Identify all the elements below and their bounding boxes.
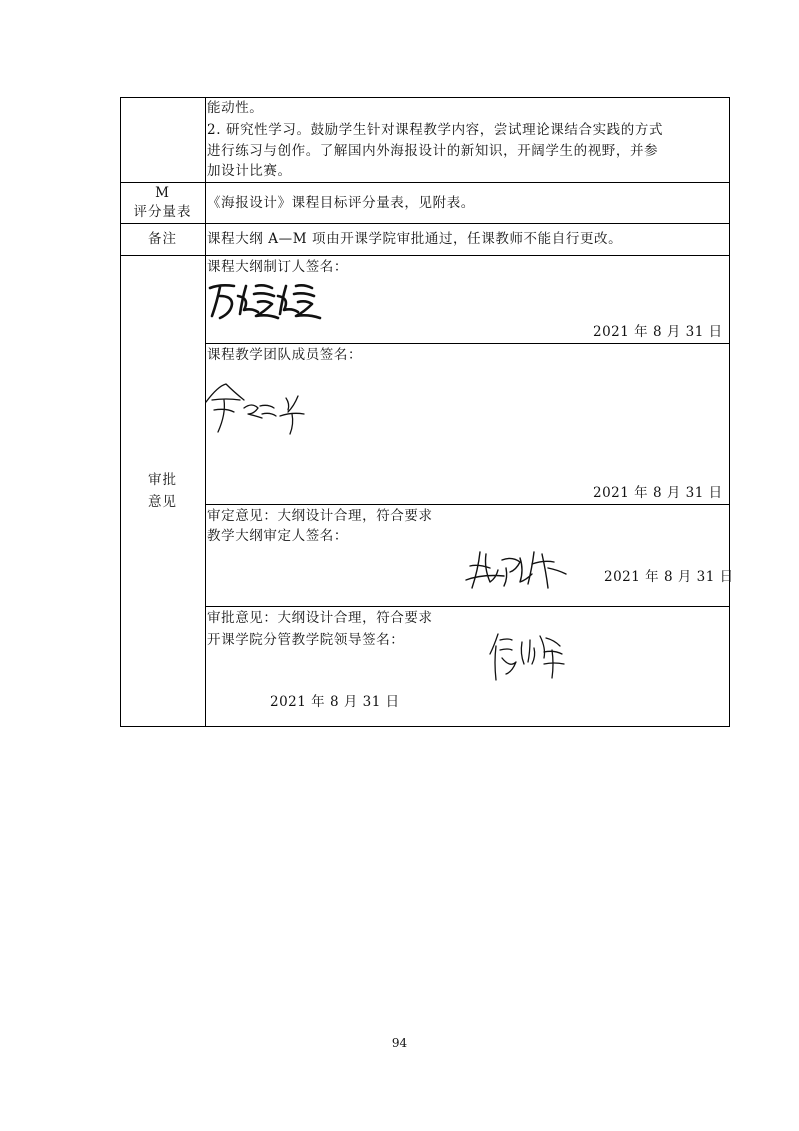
review-date: 2021 年 8 月 31 日 (604, 569, 734, 585)
team-date: 2021 年 8 月 31 日 (593, 485, 723, 501)
reviser-date: 2021 年 8 月 31 日 (593, 324, 723, 340)
method-line-3: 进行练习与创作。了解国内外海报设计的新知识，开阔学生的视野，并参 (207, 143, 659, 159)
scoring-label-code: M (155, 185, 170, 201)
method-line-4: 加设计比赛。 (207, 163, 292, 179)
method-line-1: 能动性。 (207, 100, 264, 116)
scoring-label: 评分量表 (133, 204, 192, 220)
college-date: 2021 年 8 月 31 日 (270, 694, 400, 710)
team-signature-title: 课程教学团队成员签名： (207, 347, 363, 363)
approval-label-2: 意见 (148, 494, 177, 510)
reviser-signature-title: 课程大纲制订人签名： (207, 259, 348, 275)
method-line-2: 2. 研究性学习。鼓励学生针对课程教学内容，尝试理论课结合实践的方式 (207, 122, 664, 138)
review-opinion: 审定意见：大纲设计合理，符合要求 (207, 508, 433, 524)
college-signature (488, 628, 568, 686)
remarks-content: 课程大纲 A—M 项由开课学院审批通过，任课教师不能自行更改。 (207, 231, 623, 247)
college-signature-title: 开课学院分管教学院领导签名： (207, 632, 405, 648)
row-divider (120, 182, 730, 183)
team-signature (204, 378, 314, 438)
review-signature-title: 教学大纲审定人签名： (207, 528, 348, 544)
row-divider (120, 223, 730, 224)
scoring-content: 《海报设计》课程目标评分量表，见附表。 (207, 195, 475, 211)
page-number: 94 (391, 1036, 408, 1050)
approval-label: 审批 (148, 472, 177, 488)
review-signature (462, 544, 574, 594)
remarks-label: 备注 (148, 231, 177, 247)
reviser-signature (206, 278, 326, 323)
college-opinion: 审批意见：大纲设计合理，符合要求 (207, 610, 433, 626)
